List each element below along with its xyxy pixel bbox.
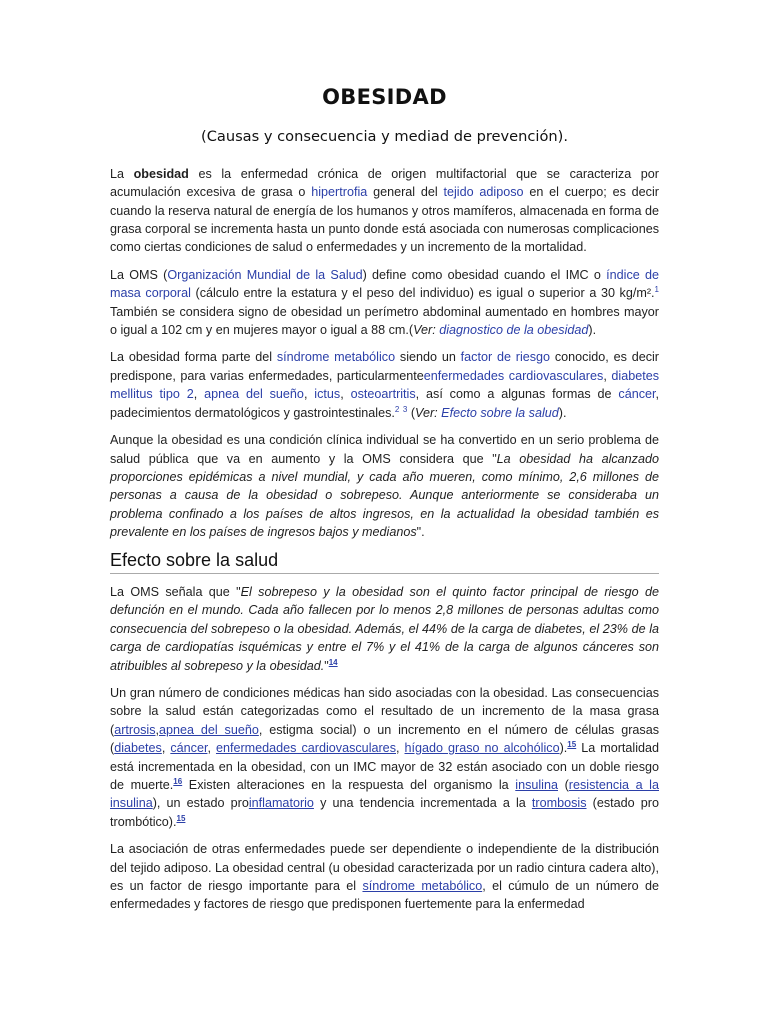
document-page [110, 85, 660, 923]
text: , [193, 387, 205, 402]
text: " [324, 658, 329, 673]
link-trombosis[interactable]: trombosis [531, 796, 587, 811]
text: También se considera signo de obesidad un perímetro abdominal aumentado en hombres mayor o igual a 102 cm y en mujeres mayor o igual a 88 cm.( [110, 304, 659, 338]
text: La asociación de otras enfermedades puede ser dependiente o independiente de la distribución del tejido adiposo. La obesidad central (u obesidad caracterizada por un radio cintura cadera alto), es un factor de riesgo importante para el [110, 842, 659, 894]
text: , [340, 387, 351, 402]
text: La [110, 166, 134, 181]
text: y una tendencia incrementada a la [313, 796, 532, 811]
reference-marker[interactable]: 2 [394, 404, 400, 414]
quote-oms: La obesidad ha alcanzado proporciones epidémicas a nivel mundial, y cada año mueren, como mínimo, 2,6 millones de personas a causa de la obesidad o sobrepeso. Aunque anteriormente se consideraba un problema confinado a los países de altos ingresos, en la actualidad la obesidad también es prevalente en los países de ingresos bajos y medianos [110, 451, 659, 540]
text: , padecimientos dermatológicos y gastrointestinales. [110, 387, 659, 420]
text-italic: Ver: [415, 405, 442, 420]
text: La OMS señala que " [110, 584, 241, 599]
paragraph-oms-definition [110, 266, 659, 340]
text: , [396, 741, 405, 756]
text: Aunque la obesidad es una condición clínica individual se ha convertido en un serio problema de salud pública que va en aumento y la OMS considera que " [110, 433, 659, 466]
paragraph-distribucion-tejido [110, 840, 659, 914]
link-inflamatorio[interactable]: inflamatorio [248, 796, 314, 811]
text-italic: Ver: [413, 323, 440, 338]
reference-marker[interactable]: 15 [567, 740, 577, 750]
link-oms[interactable]: Organización Mundial de la Salud [167, 267, 363, 282]
text: , el cúmulo de un número de enfermedades y factores de riesgo que predisponen fuertemente para la enfermedad [110, 879, 659, 912]
link-apnea-del-sueno[interactable]: apnea del sueño [204, 387, 304, 402]
text: general del [367, 185, 444, 200]
link-indice-masa-corporal[interactable]: índice de masa corporal [110, 267, 659, 301]
text: ). [588, 323, 597, 338]
reference-marker[interactable]: 16 [173, 777, 183, 786]
link-enfermedades-cardiovasculares[interactable]: enfermedades cardiovasculares [215, 741, 396, 756]
quote-oms: El sobrepeso y la obesidad son el quinto factor principal de riesgo de defunción en el mundo. Cada año fallecen por lo menos 2,8 millones de personas adultas como consecuencia del sobrepeso o la obesidad. Además, el 44% de la carga de diabetes, el 23% de la carga de cardiopatías isquémicas y entre el 7% y el 41% de la carga de algunos cánceres son atribuibles al sobrepeso y la obesidad. [110, 584, 659, 673]
link-factor-de-riesgo[interactable]: factor de riesgo [460, 350, 551, 365]
paragraph-salud-publica [110, 431, 659, 541]
reference-marker[interactable]: 1 [654, 285, 659, 295]
text: , [155, 722, 159, 737]
text: La OMS ( [110, 267, 168, 282]
text: , [603, 368, 612, 383]
link-efecto-sobre-la-salud[interactable]: Efecto sobre la salud [441, 405, 559, 420]
text: ( [558, 778, 569, 792]
paragraph-definition [110, 165, 659, 257]
text: ). [558, 405, 567, 420]
link-sindrome-metabolico[interactable]: síndrome metabólico [362, 879, 483, 894]
link-cancer[interactable]: cáncer [618, 387, 656, 402]
link-apnea-del-sueno[interactable]: apnea del sueño [159, 722, 259, 737]
text: conocido, es decir predispone, para varias enfermedades, particularmente [110, 350, 659, 383]
text: en el cuerpo; es decir cuando la reserva natural de energía de los humanos y otros mamíferos, almacenada en forma de grasa corporal se incrementa hasta un punto donde está asociada con numerosas complicaciones como ciertas condiciones de salud o enfermedades y un incremento de la mortalidad. [110, 185, 659, 255]
text: ). [559, 741, 568, 756]
text: siendo un [395, 350, 461, 365]
text: La obesidad forma parte del [110, 350, 277, 365]
link-osteoartritis[interactable]: osteoartritis [350, 387, 416, 402]
link-artrosis[interactable]: artrosis [114, 722, 156, 737]
link-higado-graso[interactable]: hígado graso no alcohólico [404, 741, 560, 756]
link-hipertrofia[interactable]: hipertrofia [311, 185, 368, 200]
link-resistencia-insulina[interactable]: resistencia a la insulina [110, 778, 659, 811]
text: , [303, 387, 315, 402]
reference-marker[interactable]: 14 [328, 657, 338, 667]
paragraph-oms-quote [110, 583, 659, 675]
link-diabetes-mellitus[interactable]: diabetes mellitus tipo 2 [110, 368, 660, 402]
section-heading-efecto-salud: Efecto sobre la salud [110, 551, 659, 574]
link-diagnostico[interactable]: diagnostico de la obesidad [439, 323, 589, 338]
page-subtitle: (Causas y consecuencia y mediad de prevención). [201, 128, 568, 146]
page-title: OBESIDAD [322, 85, 447, 109]
link-enfermedades-cardiovasculares[interactable]: enfermedades cardiovasculares [423, 368, 604, 383]
text: , así como a algunas formas de [415, 387, 619, 402]
text: , estigma social) o un incremento en el número de células grasas ( [110, 722, 659, 756]
text: , [207, 741, 216, 756]
link-tejido-adiposo[interactable]: tejido adiposo [443, 185, 524, 200]
text: , [161, 741, 171, 756]
text: Existen alteraciones en la respuesta del organismo la [182, 778, 516, 792]
text: ) define como obesidad cuando el IMC o [362, 267, 607, 282]
text: ( [407, 405, 416, 420]
link-insulina[interactable]: insulina [515, 778, 558, 792]
text: ". [416, 525, 425, 540]
text: (estado pro trombótico). [110, 796, 659, 829]
text: (cálculo entre la estatura y el peso del individuo) es igual o superior a 30 kg/m². [190, 286, 655, 301]
paragraph-condiciones-medicas [110, 684, 659, 831]
paragraph-sindrome-metabolico [110, 348, 659, 422]
text: ), un estado pro [152, 796, 249, 811]
text: Un gran número de condiciones médicas han sido asociadas con la obesidad. Las consecuencias sobre la salud están categorizadas como el resultado de un incremento de la masa grasa ( [110, 685, 659, 737]
term-obesidad: obesidad [133, 166, 189, 181]
text: es la enfermedad crónica de origen multifactorial que se caracteriza por acumulación excesiva de grasa o [110, 166, 659, 200]
reference-marker[interactable]: 15 [176, 813, 186, 823]
link-diabetes[interactable]: diabetes [114, 741, 162, 756]
text: La mortalidad está incrementada en la obesidad, con un IMC mayor de 32 están asociado con un doble riesgo de muerte. [110, 741, 660, 792]
link-ictus[interactable]: ictus [314, 387, 341, 402]
link-sindrome-metabolico[interactable]: síndrome metabólico [276, 350, 396, 365]
link-cancer[interactable]: cáncer [170, 741, 208, 756]
reference-marker[interactable]: 3 [402, 404, 408, 414]
